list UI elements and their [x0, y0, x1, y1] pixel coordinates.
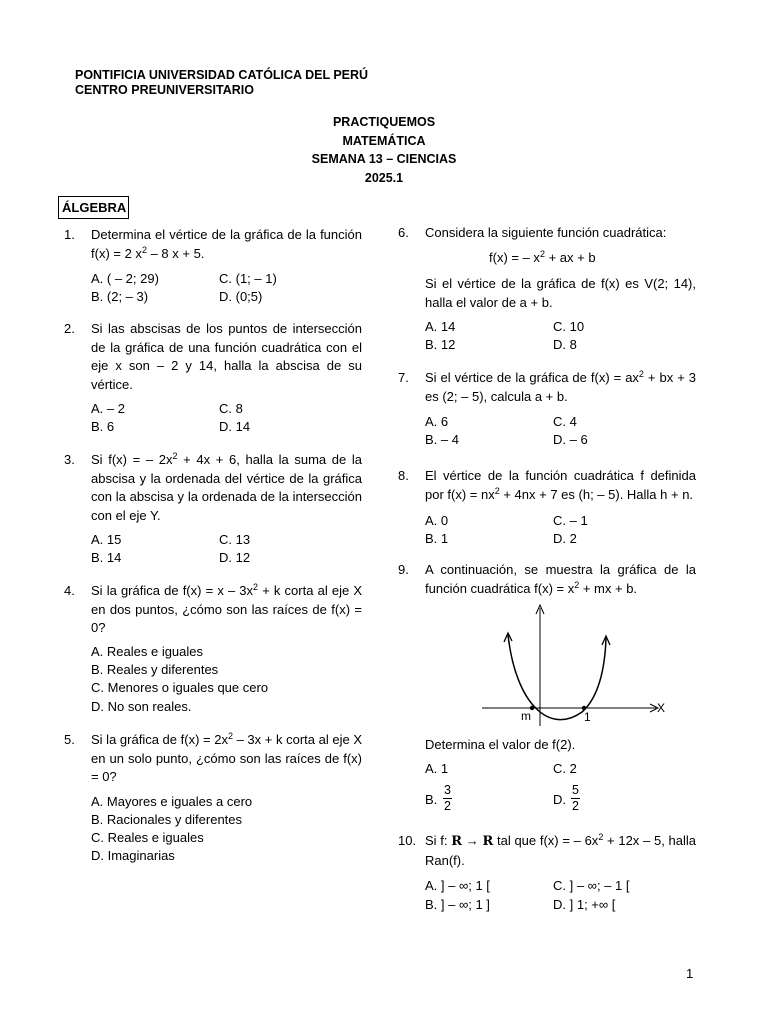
header-university: PONTIFICIA UNIVERSIDAD CATÓLICA DEL PERÚ [75, 68, 369, 82]
option-d: D. ] 1; +∞ [ [553, 897, 616, 912]
option-a: A. ] – ∞; 1 [ [425, 878, 490, 893]
option-b-fraction [443, 783, 452, 814]
question-number: 4. [64, 583, 75, 598]
page-number: 1 [686, 966, 694, 981]
option-a: A. 6 [425, 414, 449, 429]
question-number: 10. [398, 833, 417, 848]
option-b: B. 12 [425, 337, 456, 352]
question-number: 7. [398, 370, 409, 385]
option-d: D. 2 [553, 531, 577, 546]
option-a: A. – 2 [91, 401, 125, 416]
option-b: B. Racionales y diferentes [91, 812, 243, 827]
question-stem: A continuación, se muestra la gráfica de la función cuadrática $f(x) = x^2$ + mx + b. [425, 562, 696, 596]
option-a: A. 0 [425, 513, 449, 528]
question-number: 5. [64, 732, 75, 747]
option-b-label: B. [425, 792, 438, 807]
question-number: 8. [398, 468, 409, 483]
fraction-denominator: 2 [572, 799, 579, 813]
fraction-numerator: 3 [444, 783, 451, 797]
option-c: C. 2 [553, 761, 577, 776]
fraction-denominator: 2 [444, 799, 451, 813]
title-line-4: 2025.1 [364, 170, 404, 185]
question-9-prompt: Determina el valor de f(2). [425, 737, 576, 752]
option-a: A. Reales e iguales [91, 644, 204, 659]
question-number: 3. [64, 452, 75, 467]
function-formula: f(x) = – $x^2$ + ax + b [489, 249, 596, 265]
question-number: 6. [398, 225, 409, 240]
question-stem: Si el vértice de la gráfica de $f(x) = ax^2$ + bx + 3 es (2; – 5), calcula a + b. [425, 369, 696, 404]
option-c: C. 10 [553, 319, 585, 334]
question-stem: Considera la siguiente función cuadrática: [425, 225, 667, 240]
title-line-2: MATEMÁTICA [342, 133, 426, 148]
option-d: D. 12 [219, 550, 251, 565]
option-b: B. Reales y diferentes [91, 662, 219, 677]
question-stem: Si el vértice de la gráfica de f(x) es V(2; 14), halla el valor de a + b. [425, 276, 696, 310]
option-c: C. (1; – 1) [219, 271, 277, 286]
institution-header [75, 68, 368, 98]
question-stem: Si las abscisas de los puntos de intersección de la gráfica de una función cuadrática con el eje x son – 2 y 14, halla la abscisa de su vértice. [91, 321, 362, 392]
x-axis-label: X [657, 701, 666, 715]
option-d: D. Imaginarias [91, 848, 175, 863]
question-stem: El vértice de la función cuadrática f definida por $f(x) = nx^2 + 4nx + 7$ es (h; – 5). Halla h + n. [425, 468, 696, 502]
option-d: D. – 6 [553, 432, 588, 447]
question-stem: Si la gráfica de $f(x) = x - 3x^2 + k$ corta al eje X en dos puntos, ¿cómo son las raíces de f(x) = 0? [91, 582, 362, 635]
option-b: B. – 4 [425, 432, 459, 447]
option-a: A. ( – 2; 29) [91, 271, 159, 286]
question-stem: Si la gráfica de $f(x) = 2x^2 - 3x + k$ corta al eje X en un solo punto, ¿cómo son las raíces de f(x) = 0? [91, 731, 362, 784]
option-a: A. 14 [425, 319, 456, 334]
title-line-3: SEMANA 13 – CIENCIAS [311, 152, 457, 166]
option-b: B. ] – ∞; 1 ] [425, 897, 490, 912]
question-stem: Si f(x) = – $2x^2 + 4x + 6$, halla la suma de la abscisa y la ordenada del vértice de la gráfica con la abscisa y la ordenada de la intersección con el eje Y. [91, 451, 363, 523]
parabola-curve [508, 635, 606, 720]
option-d-fraction [571, 783, 580, 814]
title-line-1: PRACTIQUEMOS [332, 115, 436, 129]
option-c: C. 8 [219, 401, 243, 416]
option-d: D. 14 [219, 419, 251, 434]
option-a: A. Mayores e iguales a cero [91, 794, 253, 809]
label-m: m [521, 709, 531, 723]
option-c: C. Reales e iguales [91, 830, 204, 845]
option-c: C. 4 [553, 414, 577, 429]
option-b: B. (2; – 3) [91, 289, 149, 304]
question-number: 9. [398, 562, 409, 577]
label-1: 1 [584, 710, 591, 724]
option-d: D. No son reales. [91, 699, 192, 714]
question-stem: Si f: R → R tal que f(x) = – $6x^2 + 12x - 5$, halla Ran(f). [425, 832, 696, 868]
header-center: CENTRO PREUNIVERSITARIO [75, 83, 254, 97]
option-c: C. ] – ∞; – 1 [ [553, 878, 630, 893]
option-c: C. 13 [219, 532, 251, 547]
option-c: C. Menores o iguales que cero [91, 680, 269, 695]
question-number: 1. [64, 227, 75, 242]
option-c: C. – 1 [553, 513, 588, 528]
option-b: B. 14 [91, 550, 122, 565]
parabola-graph [470, 600, 690, 730]
question-number: 2. [64, 321, 75, 336]
option-d: D. (0;5) [219, 289, 263, 304]
option-a: A. 1 [425, 761, 449, 776]
option-d: D. 8 [553, 337, 577, 352]
fraction-numerator: 5 [572, 783, 579, 797]
option-b: B. 6 [91, 419, 115, 434]
section-label: ÁLGEBRA [58, 196, 129, 219]
option-d-label: D. [553, 792, 566, 807]
option-a: A. 15 [91, 532, 122, 547]
question-stem: Determina el vértice de la gráfica de la función f(x) = 2 $x^2 - 8$ x + 5. [91, 227, 362, 261]
option-b: B. 1 [425, 531, 449, 546]
document-title [0, 113, 768, 187]
